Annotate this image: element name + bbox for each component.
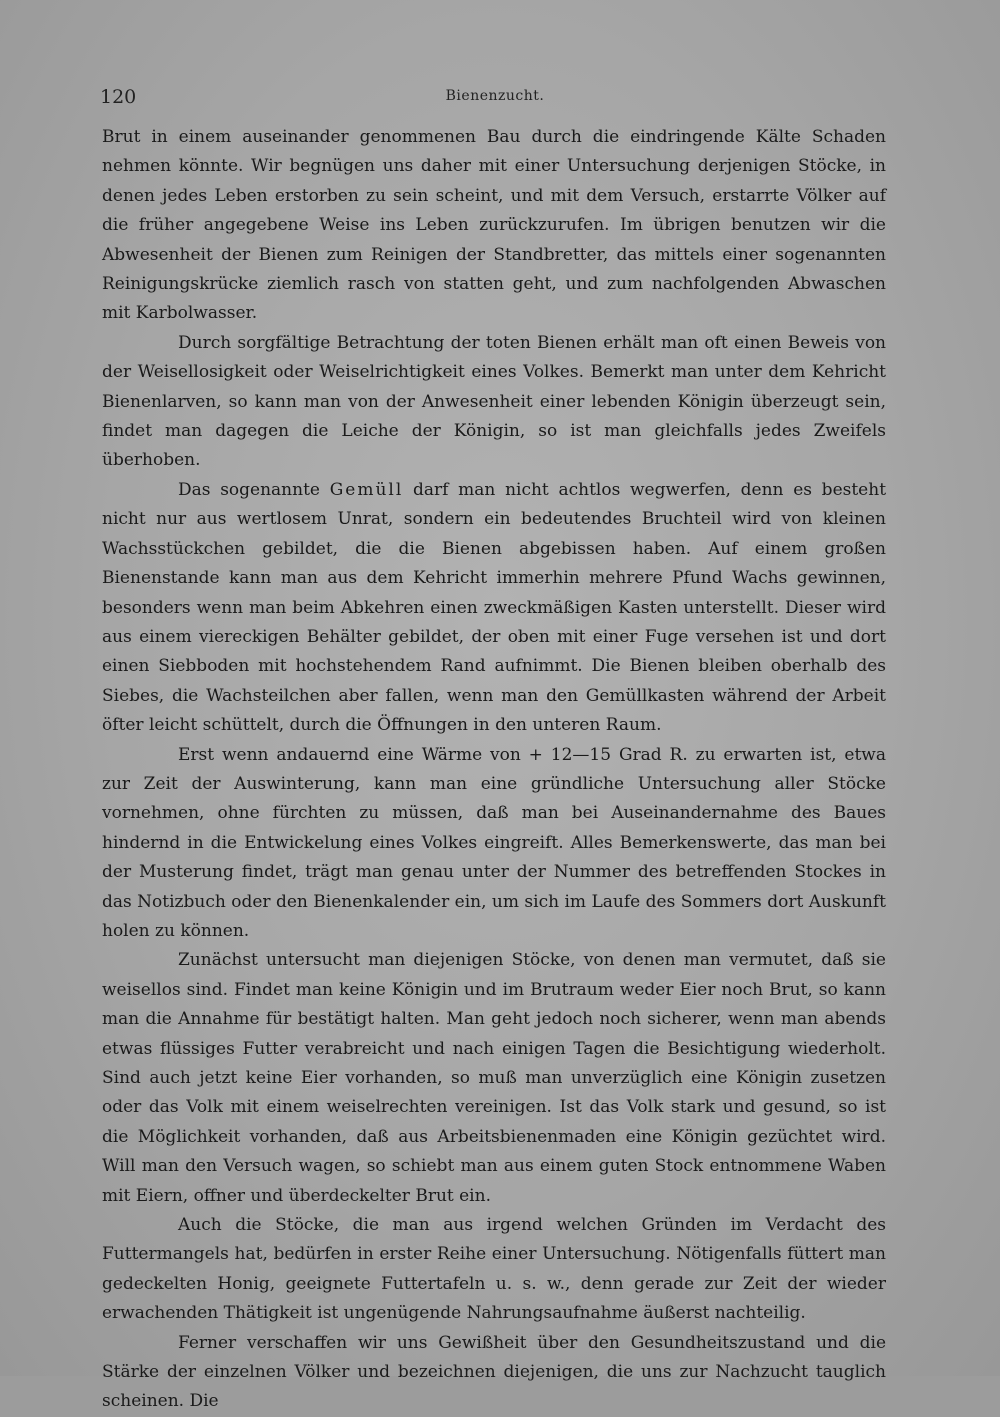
paragraph: Zunächst untersucht man diejenigen Stöcke, von denen man vermutet, daß sie weisellos sind. Findet man keine Königin und im Brutraum weder Eier noch Brut, so kann man die Annahme für bestätigt halten. Man geht jedoch noch sicherer, wenn man abends etwas flüssiges Futter verabreicht und nach einigen Tagen die Besichtigung wiederholt. Sind auch jetzt keine Eier vorhanden, so muß man unverzüglich eine Königin zusetzen oder das Volk mit einem weiselrechten vereinigen. Ist das Volk stark und gesund, so ist die Möglichkeit vorhanden, daß aus Arbeitsbienenmaden eine Königin gezüchtet wird. Will man den Versuch wagen, so schiebt man aus einem guten Stock entnommene Waben mit Eiern, offner und überdeckelter Brut ein.: [102, 950, 886, 1206]
paragraph: [102, 476, 886, 741]
page-header: [100, 86, 890, 112]
emphasized-term: Gemüll: [329, 479, 404, 500]
paragraph-lead: Das sogenannte: [178, 479, 320, 500]
paragraph: Ferner verschaffen wir uns Gewißheit über den Gesundheitszustand und die Stärke der einzelnen Völker und bezeichnen diejenigen, die uns zur Nachzucht tauglich scheinen. Die: [102, 1332, 886, 1412]
paragraph: Auch die Stöcke, die man aus irgend welchen Gründen im Verdacht des Futtermangels hat, bedürfen in erster Reihe einer Untersuchung. Nötigenfalls füttert man gedeckelten Honig, geeignete Futtertafeln u. s. w., denn gerade zur Zeit der wieder erwachenden Thätigkeit ist ungenügende Nahrungsaufnahme äußerst nachteilig.: [102, 1215, 886, 1324]
paragraph: Durch sorgfältige Betrachtung der toten Bienen erhält man oft einen Beweis von der Weisellosigkeit oder Weiselrichtigkeit eines Volkes. Bemerkt man unter dem Kehricht Bienenlarven, so kann man von der Anwesenheit einer lebenden Königin überzeugt sein, findet man dagegen die Leiche der Königin, so ist man gleichfalls jedes Zweifels überhoben.: [102, 332, 886, 471]
running-head: Bienenzucht.: [445, 88, 545, 104]
page-number: 120: [100, 86, 137, 108]
paragraph-body: darf man nicht achtlos wegwerfen, denn es besteht nicht nur aus wertlosem Unrat, sondern ein bedeutendes Bruchteil wird von kleinen Wachsstückchen gebildet, die die Bienen abgebissen haben. Auf einem großen Bienenstande kann man aus dem Kehricht immerhin mehrere Pfund Wachs gewinnen, besonders wenn man beim Abkehren einen zweckmäßigen Kasten unterstellt. Dieser wird aus einem viereckigen Behälter gebildet, der oben mit einer Fuge versehen ist und dort einen Siebboden mit hochstehendem Rand aufnimmt. Die Bienen bleiben oberhalb des Siebes, die Wachsteilchen aber fallen, wenn man den Gemüllkasten während der Arbeit öfter leicht schüttelt, durch die Öffnungen in den unteren Raum.: [102, 479, 887, 736]
paragraph: Erst wenn andauernd eine Wärme von + 12—15 Grad R. zu erwarten ist, etwa zur Zeit der Auswinterung, kann man eine gründliche Untersuchung aller Stöcke vornehmen, ohne fürchten zu müssen, daß man bei Auseinandernahme des Baues hindernd in die Entwickelung eines Volkes eingreift. Alles Bemerkenswerte, das man bei der Musterung findet, trägt man genau unter der Nummer des betreffenden Stockes in das Notizbuch oder den Bienenkalender ein, um sich im Laufe des Sommers dort Auskunft holen zu können.: [102, 744, 886, 941]
body-text: [102, 123, 886, 1417]
paragraph: Brut in einem auseinander genommenen Bau durch die eindringende Kälte Schaden nehmen könnte. Wir begnügen uns daher mit einer Untersuchung derjenigen Stöcke, in denen jedes Leben erstorben zu sein scheint, und mit dem Versuch, erstarrte Völker auf die früher angegebene Weise ins Leben zurückzurufen. Im übrigen benutzen wir die Abwesenheit der Bienen zum Reinigen der Standbretter, das mittels einer sogenannten Reinigungskrücke ziemlich rasch von statten geht, und zum nachfolgenden Abwaschen mit Karbolwasser.: [102, 127, 886, 324]
